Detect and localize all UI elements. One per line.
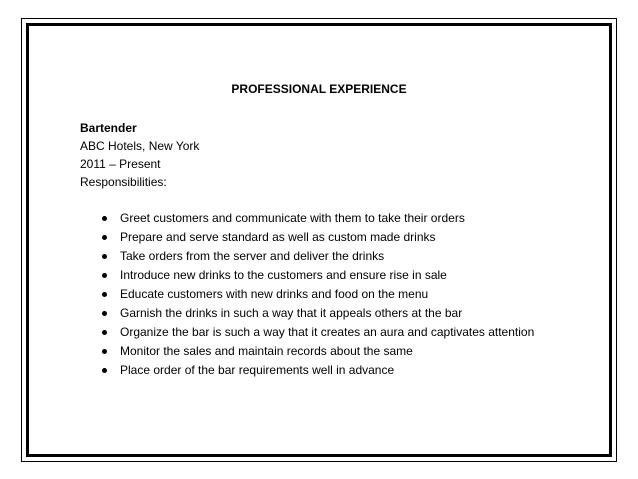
employer: ABC Hotels, New York (80, 139, 200, 153)
bullet-icon (102, 292, 107, 297)
bullet-icon (102, 254, 107, 259)
responsibilities-label: Responsibilities: (80, 175, 167, 189)
employment-period: 2011 – Present (80, 157, 161, 171)
responsibilities-list (80, 209, 534, 380)
list-item-text: Educate customers with new drinks and food on the menu (120, 287, 429, 301)
list-item-text: Introduce new drinks to the customers and ensure rise in sale (120, 268, 447, 282)
list-item-text: Place order of the bar requirements well in advance (120, 363, 395, 377)
list-item-text: Monitor the sales and maintain records about the same (120, 344, 413, 358)
list-item (80, 304, 534, 323)
list-item-text: Prepare and serve standard as well as custom made drinks (120, 230, 436, 244)
list-item (80, 247, 534, 266)
list-item-text: Organize the bar is such a way that it creates an aura and captivates attention (120, 325, 535, 339)
bullet-icon (102, 235, 107, 240)
list-item-text: Garnish the drinks in such a way that it appeals others at the bar (120, 306, 463, 320)
section-heading: PROFESSIONAL EXPERIENCE (231, 82, 407, 96)
list-item-text: Take orders from the server and deliver the drinks (120, 249, 385, 263)
list-item-text: Greet customers and communicate with them to take their orders (120, 211, 465, 225)
list-item (80, 209, 534, 228)
bullet-icon (102, 368, 107, 373)
bullet-icon (102, 349, 107, 354)
list-item (80, 285, 534, 304)
list-item (80, 228, 534, 247)
bullet-icon (102, 216, 107, 221)
bullet-icon (102, 311, 107, 316)
list-item (80, 323, 534, 342)
list-item (80, 266, 534, 285)
bullet-icon (102, 273, 107, 278)
list-item (80, 361, 534, 380)
bullet-icon (102, 330, 107, 335)
list-item (80, 342, 534, 361)
job-title: Bartender (80, 121, 137, 135)
